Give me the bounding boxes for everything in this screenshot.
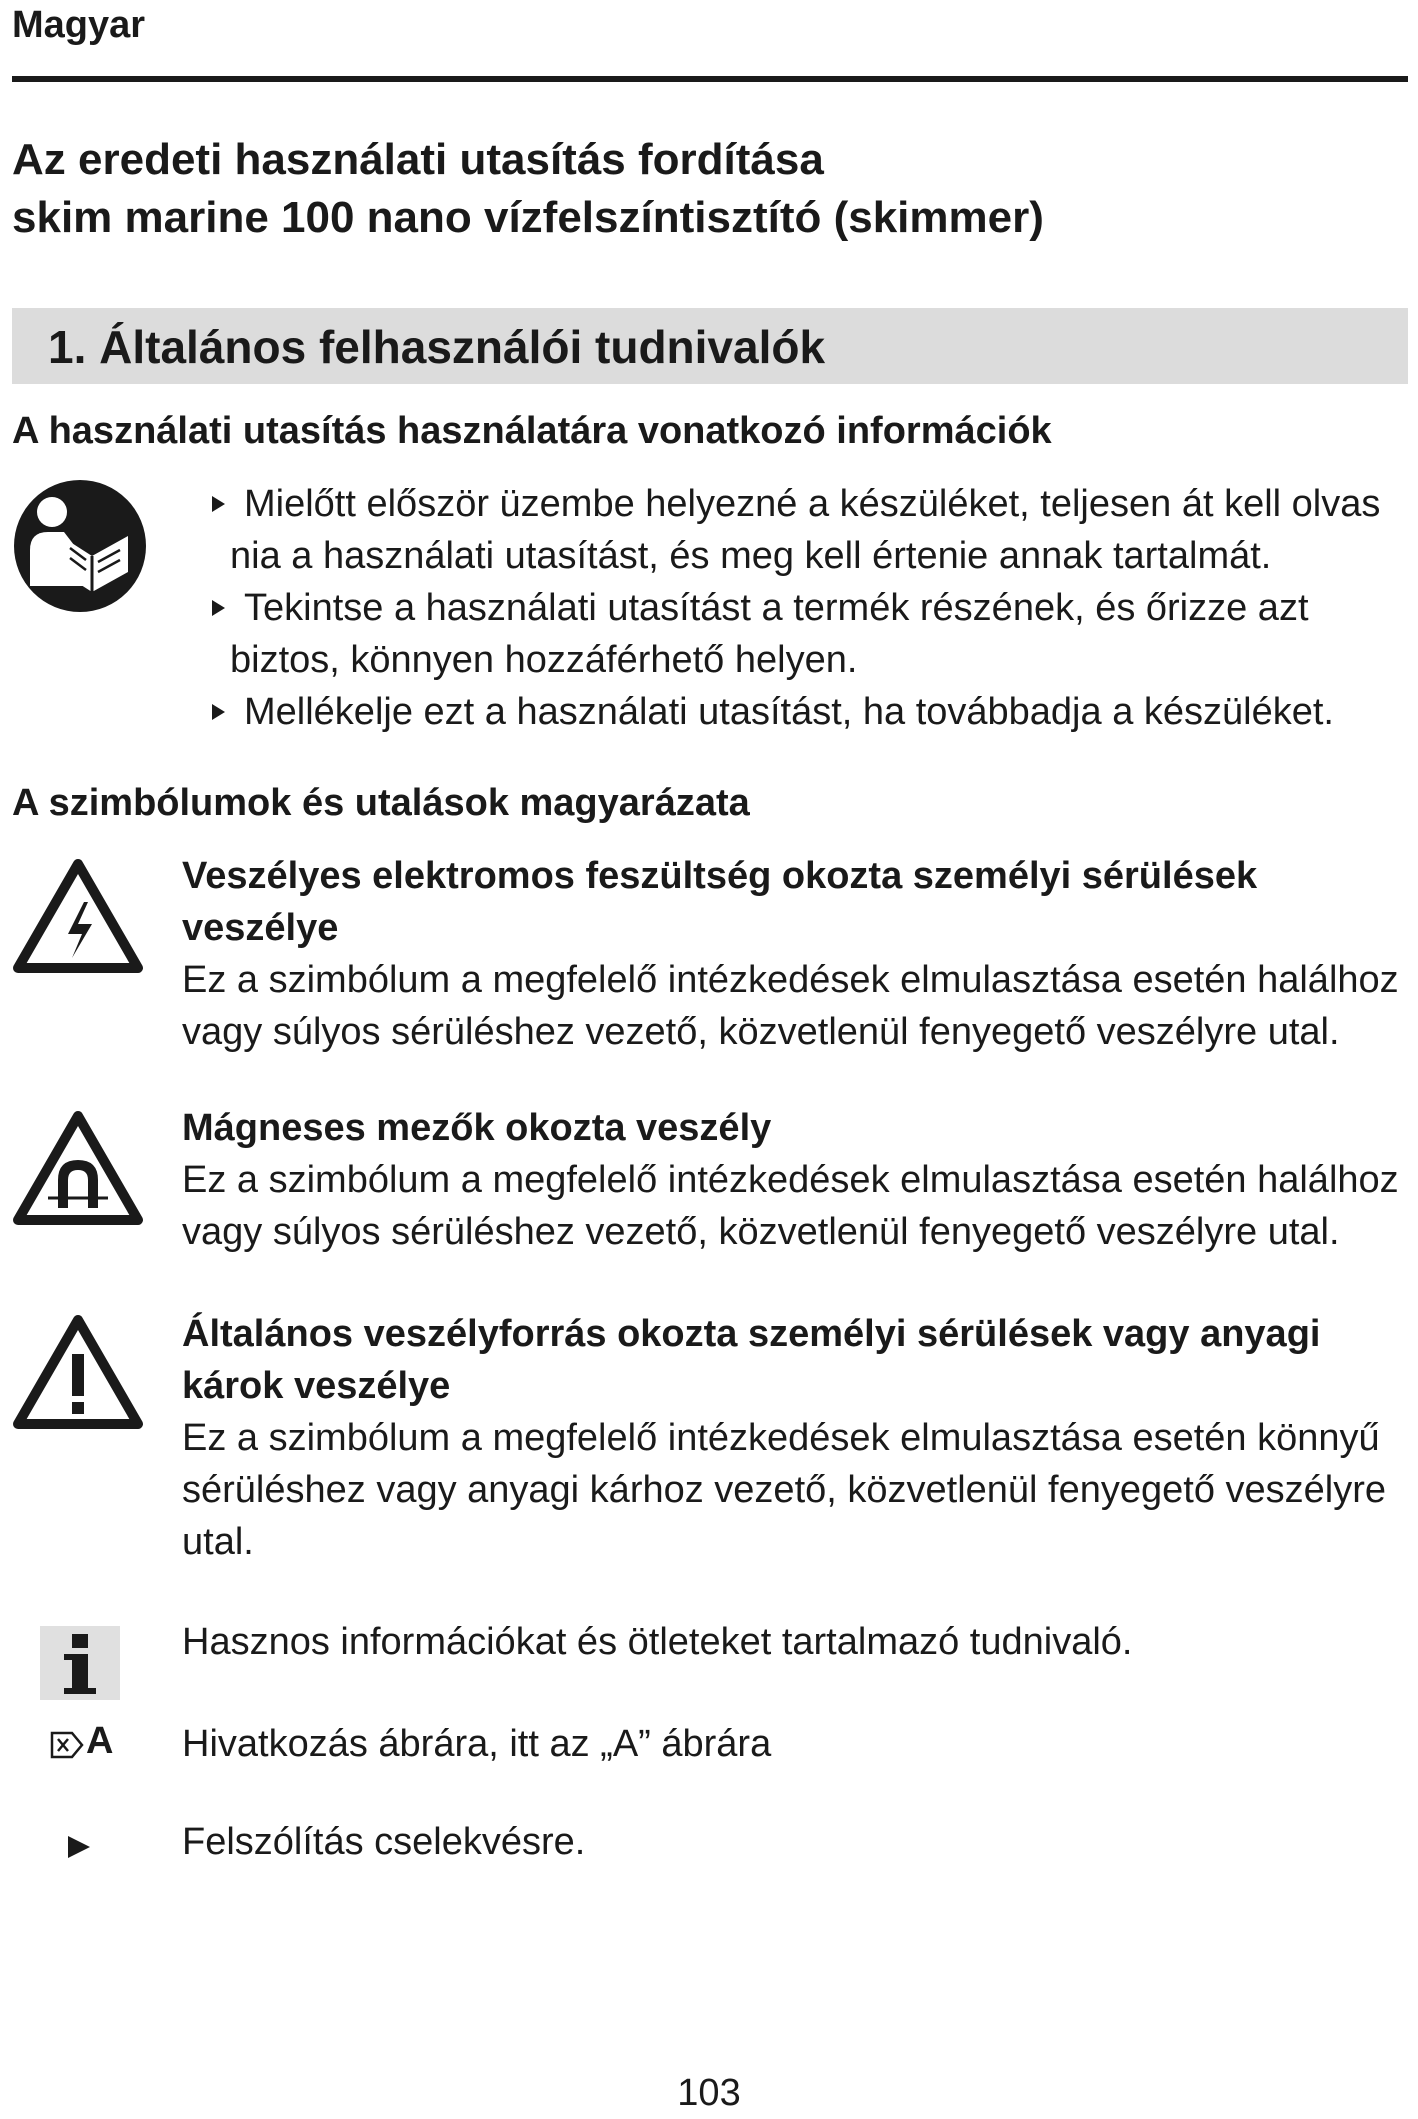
- list-item: [212, 582, 1402, 686]
- general-warning-icon: [12, 1314, 144, 1432]
- figure-reference-icon: [50, 1731, 84, 1759]
- read-manual-icon: [12, 478, 148, 614]
- symbol-description: Ez a szimbólum a megfelelő intézkedések elmulasztása esetén halálhoz: [182, 959, 1399, 1001]
- info-icon: [40, 1626, 120, 1700]
- symbol-magnet: [182, 1102, 1408, 1258]
- figure-reference-label: A: [86, 1720, 114, 1762]
- section-heading-bar: [12, 308, 1408, 384]
- symbol-title: Veszélyes elektromos feszültség okozta személyi sérülések: [182, 855, 1258, 897]
- magnet-warning-icon: [12, 1110, 144, 1228]
- bullet-line: Mellékelje ezt a használati utasítást, ha továbbadja a készüléket.: [244, 691, 1334, 733]
- symbol-description: utal.: [182, 1521, 254, 1563]
- document-title-line1: Az eredeti használati utasítás fordítása: [12, 135, 824, 184]
- symbol-title: károk veszélye: [182, 1365, 451, 1407]
- document-title-line2: skim marine 100 nano vízfelszíntisztító (skimmer): [12, 193, 1044, 242]
- list-item: [212, 478, 1402, 582]
- figure-reference-text: Hivatkozás ábrára, itt az „A” ábrára: [182, 1723, 772, 1765]
- bullet-line: Tekintse a használati utasítást a termék részének, és őrizze azt: [244, 587, 1309, 629]
- bullet-line: Mielőtt először üzembe helyezné a készüléket, teljesen át kell olvas: [244, 483, 1381, 525]
- symbols-heading: A szimbólumok és utalások magyarázata: [12, 782, 750, 824]
- usage-info-heading: A használati utasítás használatára vonatkozó információk: [12, 410, 1052, 452]
- symbol-general: [182, 1308, 1408, 1568]
- symbol-description: sérüléshez vagy anyagi kárhoz vezető, közvetlenül fenyegető veszélyre: [182, 1469, 1387, 1511]
- symbol-title: Mágneses mezők okozta veszély: [182, 1107, 772, 1149]
- section-heading: 1. Általános felhasználói tudnivalók: [48, 321, 826, 373]
- symbol-description: Ez a szimbólum a megfelelő intézkedések elmulasztása esetén könnyű: [182, 1417, 1380, 1459]
- electric-warning-icon: [12, 858, 144, 976]
- symbol-electric: [182, 850, 1408, 1058]
- language-label: Magyar: [12, 4, 146, 46]
- action-text: Felszólítás cselekvésre.: [182, 1821, 586, 1863]
- symbol-description: Ez a szimbólum a megfelelő intézkedések elmulasztása esetén halálhoz: [182, 1159, 1399, 1201]
- symbol-title: Általános veszélyforrás okozta személyi sérülések vagy anyagi: [182, 1313, 1321, 1355]
- header-divider: [12, 76, 1408, 82]
- info-text: Hasznos információkat és ötleteket tartalmazó tudnivaló.: [182, 1621, 1133, 1663]
- symbol-description: vagy súlyos sérüléshez vezető, közvetlenül fenyegető veszélyre utal.: [182, 1011, 1340, 1053]
- page-number: 103: [677, 2072, 741, 2114]
- list-item: [212, 686, 1402, 738]
- usage-bullet-list: [212, 478, 1402, 738]
- bullet-line: biztos, könnyen hozzáférhető helyen.: [230, 639, 858, 681]
- symbol-title: veszélye: [182, 907, 339, 949]
- symbol-description: vagy súlyos sérüléshez vezető, közvetlenül fenyegető veszélyre utal.: [182, 1211, 1340, 1253]
- bullet-line: nia a használati utasítást, és meg kell értenie annak tartalmát.: [230, 535, 1272, 577]
- action-arrow-icon: [66, 1834, 92, 1860]
